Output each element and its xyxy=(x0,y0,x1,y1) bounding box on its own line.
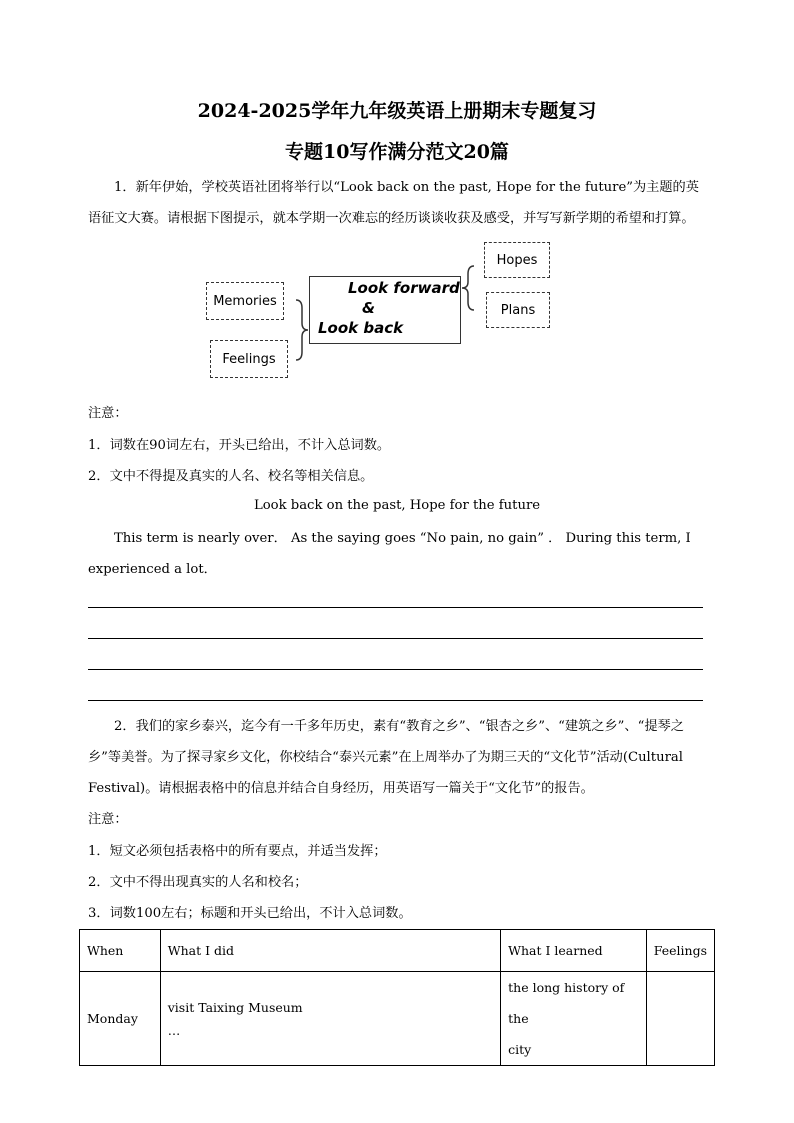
q2-note-3: 3．词数100左右；标题和开头已给出，不计入总词数。 xyxy=(88,906,412,921)
cell-learned-line2: city xyxy=(508,1042,532,1057)
cell-what-i-learned xyxy=(501,972,647,1066)
page-subtitle: 专题10写作满分范文20篇 xyxy=(285,141,509,163)
q2-note-1: 1．短文必须包括表格中的所有要点，并适当发挥； xyxy=(88,844,387,859)
answer-line xyxy=(88,669,703,670)
q2-note-2: 2．文中不得出现真实的人名和校名； xyxy=(88,875,308,890)
cell-learned-line1: the long history of the xyxy=(508,980,625,1026)
feelings-box: Feelings xyxy=(210,340,288,378)
essay-opening: This term is nearly over． As the saying goes “No pain, no gain” ． During this term, I experienced a lot． xyxy=(88,531,691,577)
center-box xyxy=(309,276,461,344)
memories-box: Memories xyxy=(206,282,284,320)
header-feelings: Feelings xyxy=(646,930,714,972)
page-title: 2024-2025学年九年级英语上册期末专题复习 xyxy=(197,100,597,122)
table-row xyxy=(80,972,715,1066)
header-what-i-learned: What I learned xyxy=(501,930,647,972)
answer-line xyxy=(88,638,703,639)
header-what-i-did: What I did xyxy=(160,930,500,972)
hopes-box: Hopes xyxy=(484,242,550,278)
q1-notes-title: 注意： xyxy=(88,406,128,421)
cell-what-i-did xyxy=(160,972,500,1066)
center-text-line1: Look forward xyxy=(348,279,460,297)
q2-notes-title: 注意： xyxy=(88,812,128,827)
cell-when: Monday xyxy=(80,972,161,1066)
cell-what-i-did-line1: visit Taixing Museum xyxy=(167,999,303,1015)
cell-what-i-did-line2: … xyxy=(167,1022,181,1038)
essay-title: Look back on the past, Hope for the future xyxy=(253,498,541,513)
q2-prompt: 2．我们的家乡泰兴，迄今有一千多年历史，素有“教育之乡”、“银杏之乡”、“建筑之乡”、“提琴之乡”等美誉。为了探寻家乡文化，你校结合“泰兴元素”在上周举办了为期三天的“文化节”活动(Cultural Festival)。请根据表格中的信息并结合自身经历，用英语写一篇关于“文化节”的报告。 xyxy=(88,719,684,796)
center-text-line3: Look back xyxy=(318,319,404,337)
answer-line xyxy=(88,607,703,608)
q1-note-2: 2．文中不得提及真实的人名、校名等相关信息。 xyxy=(88,469,374,484)
plans-box: Plans xyxy=(486,292,550,328)
mind-map-diagram xyxy=(176,238,576,388)
center-text-line2: & xyxy=(362,299,376,317)
table-header-row xyxy=(80,930,715,972)
cell-feelings xyxy=(646,972,714,1066)
header-when: When xyxy=(80,930,161,972)
q1-note-1: 1．词数在90词左右，开头已给出，不计入总词数。 xyxy=(88,438,391,453)
activity-table xyxy=(79,929,715,1066)
q1-prompt: 1．新年伊始，学校英语社团将举行以“Look back on the past, Hope for the future”为主题的英语征文大赛。请根据下图提示，就本学期一次难忘的经历谈谈收获及感受，并写写新学期的希望和打算。 xyxy=(88,180,699,226)
answer-line xyxy=(88,700,703,701)
